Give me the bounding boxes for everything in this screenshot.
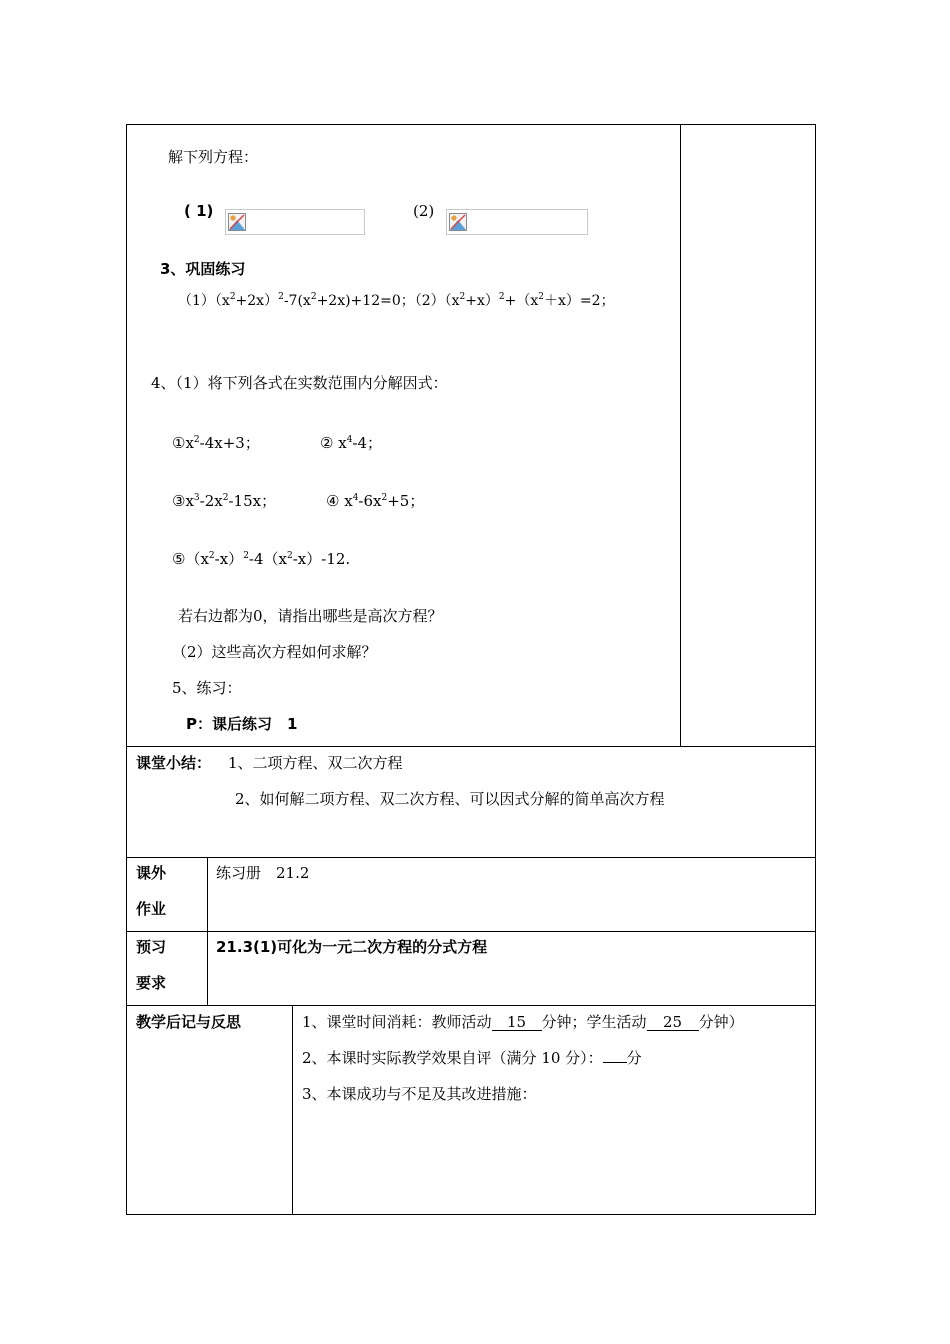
equation-1-image — [225, 209, 365, 235]
preview-label-line-1: 预习 — [136, 938, 167, 956]
equation-1-label: ( 1) — [184, 202, 214, 220]
equation-2-label: (2) — [413, 202, 435, 220]
student-minutes: 25 — [647, 1015, 699, 1031]
reflection-self-eval-line: 2、本课时实际教学效果自评（满分 10 分）： 分 — [302, 1049, 642, 1067]
self-eval-blank — [603, 1062, 627, 1063]
broken-image-icon — [228, 213, 246, 231]
summary-item-2: 2、如何解二项方程、双二次方程、可以因式分解的简单高次方程 — [235, 790, 665, 808]
question-1: 若右边都为0，请指出哪些是高次方程？ — [178, 607, 443, 625]
section-5-title: 5、练习： — [172, 679, 242, 697]
homework-label-line-1: 课外 — [136, 864, 167, 882]
factor-item-1: $①x^2-4x+3$； — [172, 434, 260, 452]
reflection-label: 教学后记与反思 — [136, 1013, 242, 1031]
summary-label: 课堂小结： — [136, 754, 212, 772]
practice-equations: $(1)(x^2+2x)^2-7(x^2+2x)+12=0$；$(2)(x^2+x)^2+(x^2+x)=2$； — [178, 292, 615, 309]
factor-item-4: ④ $x^4-6x^2+5$； — [326, 492, 425, 510]
preview-content: 21.3(1)可化为一元二次方程的分式方程 — [216, 938, 488, 956]
homework-reference: P：课后练习 1 — [186, 715, 298, 733]
broken-image-icon — [449, 213, 467, 231]
factor-item-5: $⑤(x^2-x)^2-4(x^2-x)-12$. — [172, 550, 351, 568]
question-2: （2）这些高次方程如何求解？ — [172, 643, 377, 661]
factor-item-2: ② $x^4-4$； — [320, 434, 383, 452]
reflection-time-line: 1、课堂时间消耗：教师活动 15 分钟；学生活动 25 分钟） — [302, 1013, 744, 1031]
summary-item-1: 1、二项方程、双二次方程 — [228, 754, 403, 772]
solve-title: 解下列方程： — [168, 148, 259, 166]
section-3-title: 3、巩固练习 — [160, 260, 246, 278]
factor-item-3: $③x^3-2x^2-15x$； — [172, 492, 277, 510]
homework-label-line-2: 作业 — [136, 900, 167, 918]
preview-label-line-2: 要求 — [136, 974, 167, 992]
teacher-minutes: 15 — [492, 1015, 542, 1031]
homework-content: 练习册 21.2 — [216, 864, 310, 882]
equation-2-image — [446, 209, 588, 235]
reflection-improvement-line: 3、本课成功与不足及其改进措施： — [302, 1085, 537, 1103]
section-4-title: 4、（1）将下列各式在实数范围内分解因式： — [151, 374, 448, 392]
